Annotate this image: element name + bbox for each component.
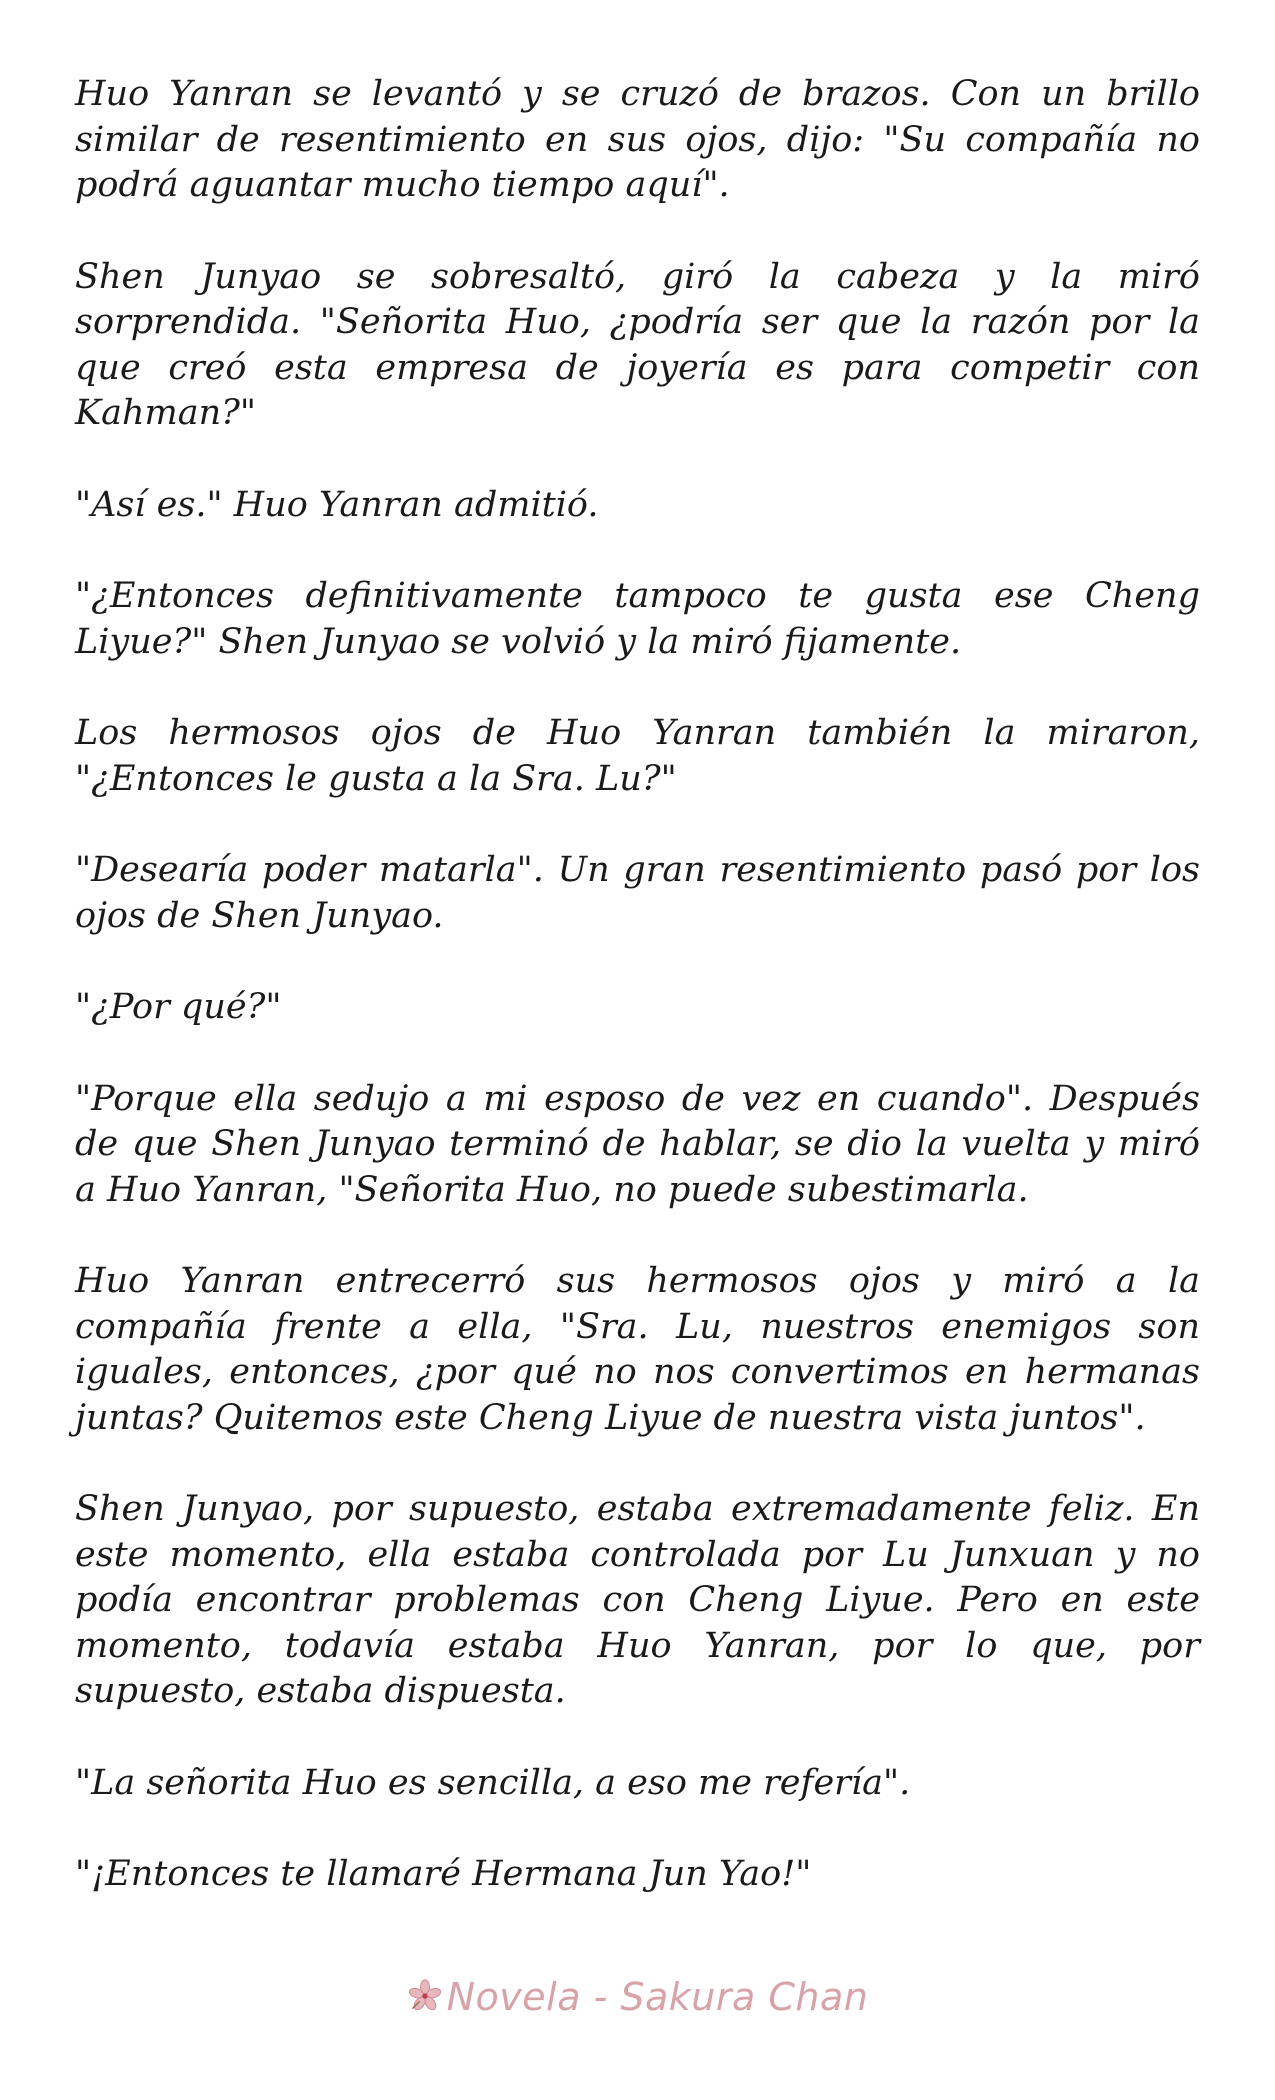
paragraph-10: Shen Junyao, por supuesto, estaba extremadamente feliz. En este momento, ella estaba controlada por Lu Junxuan y no podía encontrar problemas con Cheng Liyue. Pero en este momento, todavía estaba Huo Yanran, por lo que, por supuesto, estaba dispuesta. — [75, 1489, 1200, 1711]
paragraph-1: Huo Yanran se levantó y se cruzó de brazos. Con un brillo similar de resentimiento en sus ojos, dijo: "Su compañía no podrá aguantar mucho tiempo aquí". — [75, 74, 1200, 205]
paragraph-8: "Porque ella sedujo a mi esposo de vez en cuando". Después de que Shen Junyao terminó de hablar, se dio la vuelta y miró a Huo Yanran, "Señorita Huo, no puede subestimarla. — [75, 1078, 1200, 1210]
paragraph-12: "¡Entonces te llamaré Hermana Jun Yao!" — [75, 1854, 812, 1894]
paragraph-6: "Desearía poder matarla". Un gran resentimiento pasó por los ojos de Shen Junyao. — [75, 850, 1200, 936]
paragraph-11: "La señorita Huo es sencilla, a eso me refería". — [75, 1762, 911, 1803]
watermark-text: Novela - Sakura Chan — [446, 1975, 869, 2019]
watermark — [0, 1975, 1275, 2019]
paragraph-4: "¿Entonces definitivamente tampoco te gusta ese Cheng Liyue?" Shen Junyao se volvió y la miró fijamente. — [75, 576, 1200, 662]
paragraph-2: Shen Junyao se sobresaltó, giró la cabeza y la miró sorprendida. "Señorita Huo, ¿podría ser que la razón por la que creó esta empresa de joyería es para competir con Kahman?" — [75, 256, 1200, 433]
sakura-flower-icon — [407, 1978, 443, 2014]
chapter-text — [75, 72, 1200, 1944]
paragraph-3: "Así es." Huo Yanran admitió. — [75, 484, 599, 525]
paragraph-9: Huo Yanran entrecerró sus hermosos ojos y miró a la compañía frente a ella, "Sra. Lu, nuestros enemigos son iguales, entonces, ¿por qué no nos convertimos en hermanas juntas? Quitemos este Cheng Liyue de nuestra vista juntos". — [75, 1261, 1200, 1438]
paragraph-7: "¿Por qué?" — [75, 987, 282, 1027]
paragraph-5: Los hermosos ojos de Huo Yanran también la miraron, "¿Entonces le gusta a la Sra. Lu?" — [75, 713, 1200, 799]
